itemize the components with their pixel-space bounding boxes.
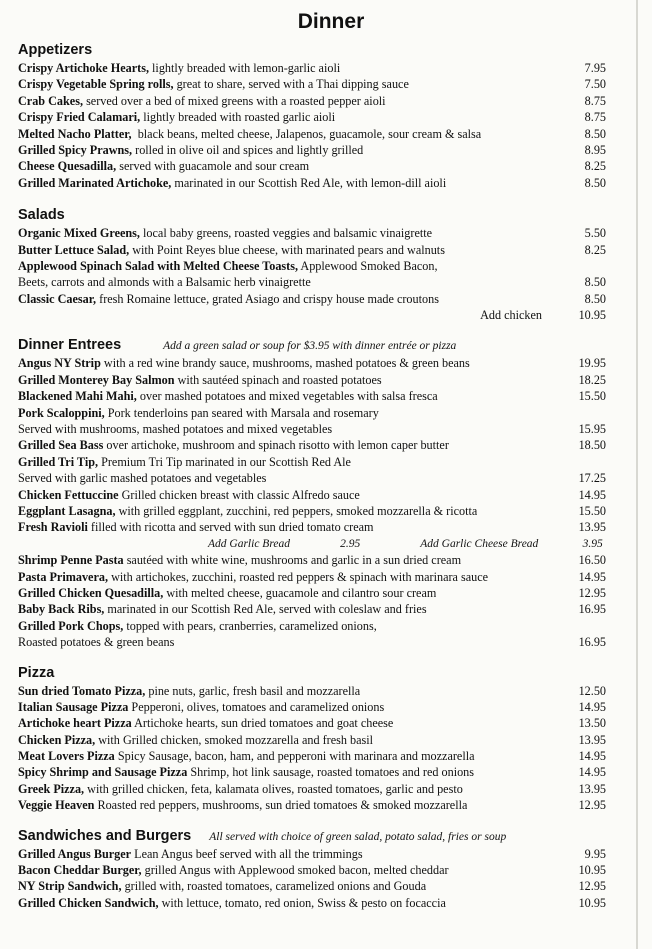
bread-addons-row	[18, 536, 606, 552]
menu-item-name: Grilled Monterey Bay Salmon	[18, 372, 175, 387]
menu-item-row	[18, 764, 606, 780]
menu-item-description: pine nuts, garlic, fresh basil and mozzarella	[145, 683, 361, 698]
menu-item-description: Beets, carrots and almonds with a Balsamic herb vinaigrette	[18, 275, 311, 290]
menu-item-row	[18, 405, 606, 421]
menu-item-row	[18, 454, 606, 470]
section-pizza	[18, 665, 606, 814]
section-title: Appetizers	[18, 42, 93, 58]
menu-item-name: Applewood Spinach Salad with Melted Cheese Toasts,	[18, 258, 299, 273]
menu-item-text	[18, 601, 427, 617]
section-title: Pizza	[18, 664, 55, 681]
item-list	[18, 355, 606, 535]
menu-item-price: 16.50	[578, 553, 606, 568]
menu-item-row	[18, 175, 606, 191]
menu-item-row	[18, 585, 606, 601]
menu-item-price: 14.95	[578, 765, 606, 780]
menu-item-row	[18, 715, 606, 731]
menu-item-name: Grilled Pork Chops,	[18, 618, 124, 633]
menu-item-name: NY Strip Sandwich,	[18, 879, 122, 894]
menu-item-price: 8.75	[584, 110, 606, 125]
menu-item-price: 18.25	[578, 372, 606, 387]
menu-item-name: Meat Lovers Pizza	[18, 749, 115, 764]
menu-item-text	[18, 764, 474, 780]
menu-item-row	[18, 601, 606, 617]
menu-item-row	[18, 109, 606, 125]
menu-item-name: Crispy Vegetable Spring rolls,	[18, 77, 174, 92]
menu-item-text	[18, 699, 384, 715]
menu-item-row	[18, 569, 606, 585]
item-list	[18, 846, 606, 912]
menu-item-price: 8.50	[584, 126, 606, 141]
garlic-cheese-bread-price: 3.95	[582, 537, 603, 550]
menu-item-description: with Point Reyes blue cheese, with marinated pears and walnuts	[129, 242, 445, 257]
menu-item-row	[18, 683, 606, 699]
menu-item-description: Shrimp, hot link sausage, roasted tomatoes and red onions	[187, 765, 475, 780]
menu-item-text	[18, 503, 477, 519]
menu-item-row	[18, 372, 606, 388]
menu-item-description: topped with pears, cranberries, caramelized onions,	[123, 618, 377, 633]
menu-item-price: 12.95	[578, 798, 606, 813]
menu-item-row	[18, 258, 606, 274]
menu-item-price: 13.95	[578, 781, 606, 796]
menu-item-name: Blackened Mahi Mahi,	[18, 389, 137, 404]
menu-item-text	[18, 60, 340, 76]
menu-item-price: 17.25	[578, 471, 606, 486]
menu-item-price: 15.95	[578, 422, 606, 437]
menu-item-description: with a red wine brandy sauce, mushrooms, mashed potatoes & green beans	[100, 356, 470, 371]
menu-item-text	[18, 748, 475, 764]
menu-item-description: with grilled eggplant, zucchini, red peppers, smoked mozzarella & ricotta	[115, 503, 478, 518]
menu-item-row	[18, 76, 606, 92]
menu-item-text	[18, 454, 351, 470]
menu-item-name: Organic Mixed Greens,	[18, 226, 140, 241]
menu-item-price: 8.25	[584, 159, 606, 174]
menu-item-price: 14.95	[578, 487, 606, 502]
menu-item-row	[18, 519, 606, 535]
menu-item-description: black beans, melted cheese, Jalapenos, guacamole, sour cream & salsa	[131, 126, 482, 141]
menu-item-price: 10.95	[578, 895, 606, 910]
menu-item-price: 13.95	[578, 520, 606, 535]
menu-item-text	[18, 355, 470, 371]
menu-item-price: 15.50	[578, 503, 606, 518]
menu-item-text	[18, 126, 481, 142]
garlic-bread-price: 2.95	[340, 537, 361, 550]
section-note: Add a green salad or soup for $3.95 with dinner entrée or pizza	[163, 340, 457, 353]
menu-item-price: 13.95	[578, 732, 606, 747]
menu-item-row	[18, 388, 606, 404]
menu-item-text	[18, 421, 332, 437]
menu-item-price: 16.95	[578, 602, 606, 617]
menu-item-description: rolled in olive oil and spices and lightly grilled	[132, 142, 364, 157]
menu-item-name: Grilled Chicken Sandwich,	[18, 895, 159, 910]
menu-item-text	[18, 487, 360, 503]
menu-item-text	[18, 274, 311, 290]
menu-item-text	[18, 618, 377, 634]
menu-item-price: 5.50	[584, 226, 606, 241]
menu-item-text	[18, 470, 266, 486]
menu-item-description: over artichoke, mushroom and spinach risotto with lemon caper butter	[103, 438, 449, 453]
section-heading	[18, 207, 606, 223]
menu-item-description: grilled with, roasted tomatoes, caramelized onions and Gouda	[121, 879, 427, 894]
menu-item-description: served over a bed of mixed greens with a roasted pepper aioli	[83, 93, 386, 108]
menu-item-text	[18, 258, 438, 274]
menu-item-text	[18, 519, 374, 535]
menu-item-name: Crispy Fried Calamari,	[18, 110, 141, 125]
menu-item-row	[18, 552, 606, 568]
section-heading	[18, 42, 606, 58]
menu-item-row	[18, 158, 606, 174]
menu-item-row	[18, 846, 606, 862]
menu-item-row	[18, 797, 606, 813]
menu-item-row	[18, 60, 606, 76]
menu-item-price: 8.50	[584, 291, 606, 306]
menu-item-price: 7.50	[584, 77, 606, 92]
menu-item-name: Baby Back Ribs,	[18, 602, 105, 617]
menu-item-price: 14.95	[578, 749, 606, 764]
menu-item-description: great to share, served with a Thai dipping sauce	[173, 77, 409, 92]
section-title: Dinner Entrees	[18, 337, 122, 354]
menu-item-price: 12.50	[578, 683, 606, 698]
menu-item-price: 18.50	[578, 438, 606, 453]
menu-item-row	[18, 781, 606, 797]
addon-label: Add chicken	[480, 308, 542, 323]
section-note: All served with choice of green salad, potato salad, fries or soup	[209, 830, 507, 843]
section-appetizers	[18, 42, 606, 191]
menu-item-row	[18, 699, 606, 715]
menu-item-row	[18, 126, 606, 142]
menu-item-description: fresh Romaine lettuce, grated Asiago and crispy house made croutons	[96, 291, 439, 306]
menu-item-name: Crab Cakes,	[18, 93, 84, 108]
section-heading	[18, 665, 606, 681]
garlic-bread-label: Add Garlic Bread	[208, 537, 290, 550]
menu-item-description: Spicy Sausage, bacon, ham, and pepperoni with marinara and mozzarella	[114, 749, 475, 764]
menu-item-name: Grilled Spicy Prawns,	[18, 142, 133, 157]
menu-item-row	[18, 503, 606, 519]
menu-item-row	[18, 242, 606, 258]
section-title: Salads	[18, 207, 65, 224]
menu-item-name: Greek Pizza,	[18, 781, 85, 796]
menu-item-description: lightly breaded with lemon-garlic aioli	[149, 61, 341, 75]
menu-item-description: marinated in our Scottish Red Ale, served with coleslaw and fries	[104, 602, 427, 617]
section-dinner-entrees	[18, 337, 606, 650]
menu-item-price: 12.95	[578, 585, 606, 600]
menu-item-row	[18, 618, 606, 634]
menu-item-text	[18, 552, 461, 568]
menu-item-description: Roasted potatoes & green beans	[18, 635, 175, 650]
menu-item-row	[18, 291, 606, 307]
menu-item-text	[18, 109, 335, 125]
item-list	[18, 552, 606, 650]
menu-item-row	[18, 878, 606, 894]
menu-item-text	[18, 225, 432, 241]
menu-item-price: 8.95	[584, 142, 606, 157]
menu-item-text	[18, 862, 449, 878]
menu-item-text	[18, 372, 382, 388]
menu-item-price: 14.95	[578, 569, 606, 584]
menu-item-row	[18, 93, 606, 109]
menu-item-description: with sautéed spinach and roasted potatoes	[174, 372, 382, 387]
menu-item-text	[18, 781, 463, 797]
menu-item-price: 7.95	[584, 61, 606, 75]
section-title: Sandwiches and Burgers	[18, 827, 192, 844]
menu-item-price: 8.75	[584, 93, 606, 108]
section-sandwiches-burgers	[18, 828, 606, 912]
menu-item-description: with Grilled chicken, smoked mozzarella and fresh basil	[95, 732, 374, 747]
menu-item-row	[18, 634, 606, 650]
menu-item-name: Cheese Quesadilla,	[18, 159, 117, 174]
menu-item-description: lightly breaded with roasted garlic aioli	[140, 110, 336, 125]
menu-item-description: Grilled chicken breast with classic Alfredo sauce	[118, 487, 360, 502]
menu-item-description: served with guacamole and sour cream	[116, 159, 310, 174]
menu-item-name: Crispy Artichoke Hearts,	[18, 61, 149, 75]
menu-item-row	[18, 142, 606, 158]
menu-item-description: Served with mushrooms, mashed potatoes and mixed vegetables	[18, 422, 333, 437]
menu-item-price: 8.50	[584, 175, 606, 190]
menu-item-name: Fresh Ravioli	[18, 520, 88, 535]
item-list	[18, 225, 606, 307]
menu-item-name: Bacon Cheddar Burger,	[18, 863, 142, 878]
menu-item-price: 14.95	[578, 699, 606, 714]
menu-item-text	[18, 634, 174, 650]
menu-item-description: over mashed potatoes and mixed vegetables with salsa fresca	[136, 389, 438, 404]
menu-item-text	[18, 93, 386, 109]
menu-item-description: Pork tenderloins pan seared with Marsala and rosemary	[104, 405, 379, 420]
menu-item-text	[18, 715, 393, 731]
menu-item-description: Roasted red peppers, mushrooms, sun dried tomatoes & smoked mozzarella	[94, 798, 468, 813]
menu-item-text	[18, 291, 439, 307]
menu-item-description: local baby greens, roasted veggies and balsamic vinaigrette	[139, 226, 433, 241]
menu-item-name: Pasta Primavera,	[18, 569, 109, 584]
menu-item-name: Grilled Angus Burger	[18, 846, 132, 861]
menu-item-name: Butter Lettuce Salad,	[18, 242, 130, 257]
menu-item-row	[18, 487, 606, 503]
addon-price: 10.95	[578, 308, 606, 323]
item-list	[18, 60, 606, 191]
menu-item-name: Angus NY Strip	[18, 356, 101, 371]
menu-item-text	[18, 175, 446, 191]
menu-item-description: sautéed with white wine, mushrooms and garlic in a sun dried cream	[123, 553, 462, 568]
menu-item-text	[18, 158, 309, 174]
menu-item-price: 8.25	[584, 242, 606, 257]
menu-item-price: 10.95	[578, 863, 606, 878]
menu-item-name: Grilled Chicken Quesadilla,	[18, 585, 164, 600]
menu-item-price: 16.95	[578, 635, 606, 650]
menu-item-row	[18, 470, 606, 486]
menu-item-row	[18, 862, 606, 878]
menu-item-price: 19.95	[578, 356, 606, 371]
menu-item-price: 9.95	[584, 846, 606, 861]
menu-item-name: Eggplant Lasagna,	[18, 503, 116, 518]
menu-item-name: Chicken Fettuccine	[18, 487, 119, 502]
menu-item-name: Spicy Shrimp and Sausage Pizza	[18, 765, 188, 780]
menu-item-text	[18, 878, 426, 894]
menu-item-row	[18, 274, 606, 290]
menu-item-text	[18, 569, 488, 585]
menu-item-description: grilled Angus with Applewood smoked bacon, melted cheddar	[141, 863, 449, 878]
menu-item-text	[18, 846, 363, 862]
menu-item-description: Premium Tri Tip marinated in our Scottish Red Ale	[98, 454, 351, 469]
menu-item-description: filled with ricotta and served with sun dried tomato cream	[87, 520, 374, 535]
menu-item-description: with melted cheese, guacamole and cilantro sour cream	[163, 585, 437, 600]
menu-item-row	[18, 748, 606, 764]
section-heading	[18, 337, 606, 353]
menu-item-name: Grilled Marinated Artichoke,	[18, 175, 172, 190]
page-edge-rule	[636, 0, 638, 949]
menu-item-name: Pork Scaloppini,	[18, 405, 105, 420]
menu-item-description: Applewood Smoked Bacon,	[298, 258, 438, 273]
menu-item-description: with grilled chicken, feta, kalamata olives, roasted tomatoes, garlic and pesto	[84, 781, 463, 796]
menu-item-text	[18, 76, 409, 92]
menu-item-name: Italian Sausage Pizza	[18, 699, 129, 714]
menu-item-name: Grilled Sea Bass	[18, 438, 104, 453]
menu-item-name: Veggie Heaven	[18, 798, 95, 813]
menu-item-description: with artichokes, zucchini, roasted red peppers & spinach with marinara sauce	[108, 569, 489, 584]
menu-item-description: with lettuce, tomato, red onion, Swiss & pesto on focaccia	[158, 895, 446, 910]
menu-item-name: Chicken Pizza,	[18, 732, 96, 747]
item-list	[18, 683, 606, 814]
menu-item-row	[18, 437, 606, 453]
menu-item-row	[18, 895, 606, 911]
section-salads	[18, 207, 606, 323]
menu-item-row	[18, 421, 606, 437]
menu-item-description: Artichoke hearts, sun dried tomatoes and goat cheese	[131, 716, 394, 731]
menu-item-text	[18, 683, 360, 699]
menu-addon-row	[18, 307, 606, 323]
menu-item-description: Lean Angus beef served with all the trimmings	[131, 846, 363, 861]
menu-item-price: 12.95	[578, 879, 606, 894]
menu-item-name: Grilled Tri Tip,	[18, 454, 99, 469]
menu-item-name: Artichoke heart Pizza	[18, 716, 132, 731]
menu-item-price: 8.50	[584, 275, 606, 290]
page-title: Dinner	[297, 10, 365, 33]
menu-item-name: Melted Nacho Platter,	[18, 126, 132, 141]
menu-item-text	[18, 732, 373, 748]
menu-item-price: 13.50	[578, 716, 606, 731]
menu-item-description: Pepperoni, olives, tomatoes and caramelized onions	[128, 699, 385, 714]
section-heading	[18, 828, 606, 844]
menu-item-row	[18, 732, 606, 748]
menu-item-text	[18, 895, 446, 911]
menu-item-text	[18, 585, 436, 601]
menu-item-text	[18, 437, 449, 453]
garlic-cheese-bread-label: Add Garlic Cheese Bread	[420, 537, 539, 550]
menu-item-text	[18, 242, 445, 258]
menu-item-name: Sun dried Tomato Pizza,	[18, 683, 146, 698]
menu-item-name: Classic Caesar,	[18, 291, 97, 306]
menu-item-description: marinated in our Scottish Red Ale, with lemon-dill aioli	[171, 175, 447, 190]
menu-item-text	[18, 142, 363, 158]
menu-item-text	[18, 388, 438, 404]
menu-item-price: 15.50	[578, 389, 606, 404]
menu-item-description: Served with garlic mashed potatoes and vegetables	[18, 471, 267, 486]
menu-item-text	[18, 405, 379, 421]
menu-item-row	[18, 225, 606, 241]
menu-item-row	[18, 355, 606, 371]
menu-item-text	[18, 797, 467, 813]
menu-item-name: Shrimp Penne Pasta	[18, 553, 124, 568]
